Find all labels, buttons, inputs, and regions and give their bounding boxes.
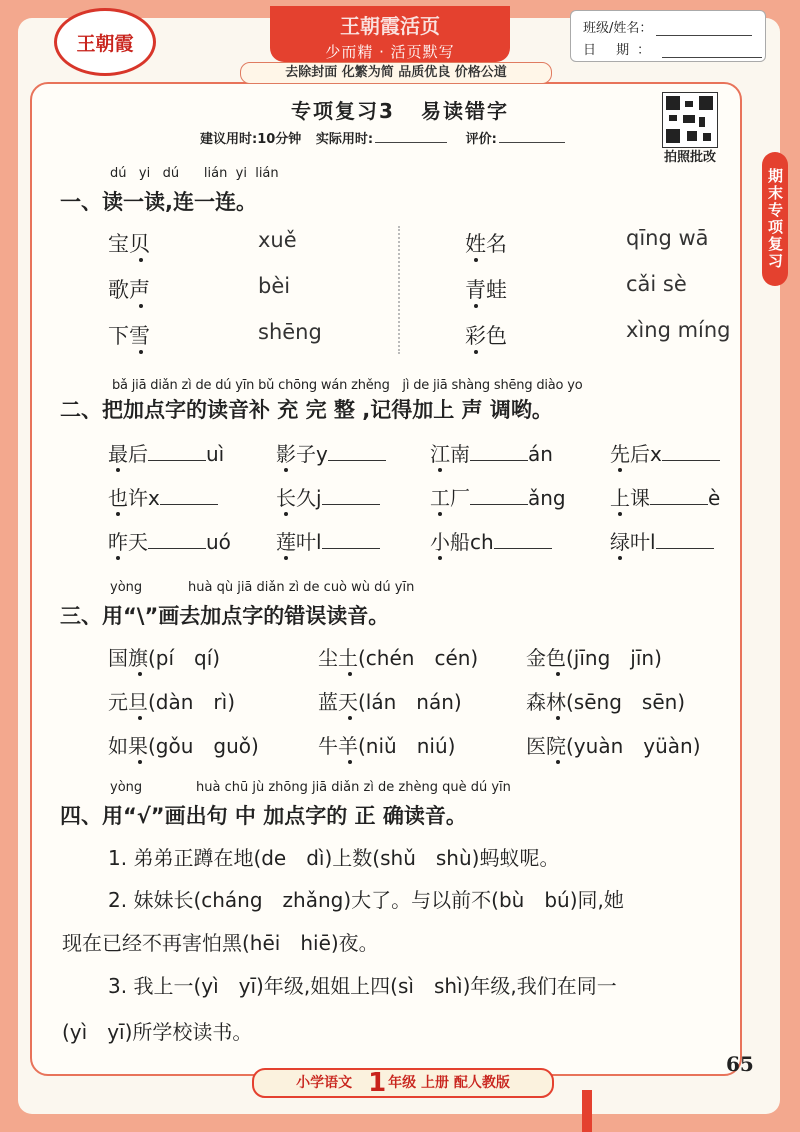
emphasis-dot bbox=[138, 716, 142, 720]
emphasis-dot bbox=[438, 468, 442, 472]
s3-item[interactable] bbox=[526, 686, 685, 715]
s2-item[interactable] bbox=[276, 438, 386, 467]
s1-left-pinyin[interactable]: bèi bbox=[258, 274, 291, 298]
emphasis-dot bbox=[116, 556, 120, 560]
s2-answer-blank[interactable] bbox=[494, 530, 552, 549]
s1-left-pinyin[interactable]: shēng bbox=[258, 320, 322, 344]
evaluation-field[interactable] bbox=[499, 130, 565, 143]
emphasis-dot bbox=[474, 304, 478, 308]
s4-sentence-line[interactable]: 2. 妹妹长(cháng zhǎng)大了。与以前不(bù bú)同,她 bbox=[108, 888, 624, 912]
slogan: 去除封面 化繁为简 品质优良 价格公道 bbox=[240, 62, 552, 84]
s2-title-pinyin: bǎ jiā diǎn zì de dú yīn bǔ chōng wán zhěng jì de jiā shàng shēng diào yo bbox=[112, 378, 583, 393]
page-title: 专项复习3 易读错字 bbox=[291, 99, 509, 123]
s3-options[interactable]: (niǔ niú) bbox=[358, 734, 456, 758]
s2-answer-blank[interactable] bbox=[160, 486, 218, 505]
s2-answer-blank[interactable] bbox=[470, 486, 528, 505]
s2-answer-blank[interactable] bbox=[328, 442, 386, 461]
s2-item[interactable] bbox=[610, 482, 720, 511]
brand-logo: 王朝霞 bbox=[54, 8, 156, 76]
s2-answer-blank[interactable] bbox=[662, 442, 720, 461]
s2-word: 最后 bbox=[108, 442, 148, 466]
brand-tagline: 少而精 · 活页默写 bbox=[325, 43, 455, 61]
emphasis-dot bbox=[474, 350, 478, 354]
emphasis-dot bbox=[556, 716, 560, 720]
actual-time-field[interactable] bbox=[375, 130, 447, 143]
s2-item[interactable] bbox=[430, 526, 552, 555]
s2-item[interactable] bbox=[610, 438, 720, 467]
s2-item[interactable] bbox=[430, 438, 553, 467]
emphasis-dot bbox=[618, 468, 622, 472]
s3-word: 蓝天 bbox=[318, 690, 358, 714]
qr-caption: 拍照批改 bbox=[663, 150, 716, 165]
class-name-label: 班级/姓名： bbox=[583, 21, 653, 36]
s3-item[interactable] bbox=[318, 642, 478, 671]
s3-options[interactable]: (gǒu guǒ) bbox=[148, 734, 259, 758]
s3-options[interactable]: (yuàn yüàn) bbox=[566, 734, 701, 758]
s4-sentence-line[interactable]: 1. 弟弟正蹲在地(de dì)上数(shǔ shù)蚂蚁呢。 bbox=[108, 846, 560, 870]
s2-item[interactable] bbox=[276, 482, 380, 511]
s2-word: 小船 bbox=[430, 530, 470, 554]
s3-item[interactable] bbox=[108, 686, 235, 715]
s2-pinyin-prefix: y bbox=[316, 442, 328, 466]
s2-word: 也许 bbox=[108, 486, 148, 510]
s1-right-pinyin[interactable]: xìng míng bbox=[626, 318, 731, 342]
s2-answer-blank[interactable] bbox=[148, 530, 206, 549]
suggested-time: 建议用时:10分钟 bbox=[200, 132, 302, 147]
s2-item[interactable] bbox=[108, 438, 224, 467]
s3-item[interactable] bbox=[108, 642, 220, 671]
timing-row bbox=[200, 128, 571, 147]
s3-options[interactable]: (sēng sēn) bbox=[566, 690, 686, 714]
s2-item[interactable] bbox=[108, 482, 218, 511]
s2-pinyin-suffix: è bbox=[708, 486, 721, 510]
s4-title-pinyin-1: yòng bbox=[110, 780, 143, 795]
emphasis-dot bbox=[116, 468, 120, 472]
evaluation-label: 评价: bbox=[465, 132, 497, 147]
s2-pinyin-prefix: l bbox=[650, 530, 656, 554]
s2-word: 长久 bbox=[276, 486, 316, 510]
s3-item[interactable] bbox=[526, 730, 701, 759]
s2-word: 昨天 bbox=[108, 530, 148, 554]
s2-word: 上课 bbox=[610, 486, 650, 510]
s4-sentence-line[interactable]: (yì yī)所学校读书。 bbox=[62, 1020, 253, 1044]
s4-sentence-line[interactable]: 现在已经不再害怕黑(hēi hiē)夜。 bbox=[62, 931, 379, 955]
s1-right-pinyin[interactable]: qīng wā bbox=[626, 226, 709, 250]
date-field[interactable] bbox=[662, 45, 762, 58]
emphasis-dot bbox=[139, 304, 143, 308]
s1-right-word[interactable]: 青蛙 bbox=[465, 278, 507, 302]
s2-answer-blank[interactable] bbox=[650, 486, 708, 505]
s4-title-pinyin-2: huà chū jù zhōng jiā diǎn zì de zhèng què dú yīn bbox=[196, 780, 511, 795]
s3-title-pinyin-1: yòng bbox=[110, 580, 143, 595]
s2-title: 二、把加点字的读音补 充 完 整 ,记得加上 声 调哟。 bbox=[60, 398, 553, 422]
emphasis-dot bbox=[284, 468, 288, 472]
s3-item[interactable] bbox=[318, 686, 462, 715]
s3-title: 三、用“\”画去加点字的错误读音。 bbox=[60, 604, 390, 628]
s2-pinyin-prefix: x bbox=[148, 486, 160, 510]
s3-item[interactable] bbox=[526, 642, 662, 671]
date-label: 日 期： bbox=[583, 43, 659, 58]
s1-right-word[interactable]: 姓名 bbox=[465, 232, 507, 256]
page-number: 65 bbox=[726, 1052, 754, 1076]
s3-word: 医院 bbox=[526, 734, 566, 758]
s3-item[interactable] bbox=[318, 730, 455, 759]
emphasis-dot bbox=[348, 672, 352, 676]
emphasis-dot bbox=[474, 258, 478, 262]
emphasis-dot bbox=[139, 350, 143, 354]
student-info-box bbox=[570, 10, 766, 62]
emphasis-dot bbox=[438, 556, 442, 560]
s2-pinyin-suffix: ǎng bbox=[528, 486, 566, 510]
emphasis-dot bbox=[556, 672, 560, 676]
s2-word: 影子 bbox=[276, 442, 316, 466]
s2-word: 先后 bbox=[610, 442, 650, 466]
s2-item[interactable] bbox=[430, 482, 566, 511]
s3-options[interactable]: (dàn rì) bbox=[148, 690, 236, 714]
s1-right-pinyin[interactable]: cǎi sè bbox=[626, 272, 687, 296]
s3-word: 牛羊 bbox=[318, 734, 358, 758]
emphasis-dot bbox=[618, 512, 622, 516]
s2-word: 莲叶 bbox=[276, 530, 316, 554]
s2-pinyin-suffix: uì bbox=[206, 442, 225, 466]
s2-item[interactable] bbox=[276, 526, 380, 555]
emphasis-dot bbox=[348, 716, 352, 720]
emphasis-dot bbox=[138, 672, 142, 676]
emphasis-dot bbox=[139, 258, 143, 262]
qr-code-icon[interactable] bbox=[662, 92, 718, 148]
s2-item[interactable] bbox=[108, 526, 231, 555]
s2-pinyin-prefix: j bbox=[316, 486, 322, 510]
s2-pinyin-prefix: l bbox=[316, 530, 322, 554]
emphasis-dot bbox=[138, 760, 142, 764]
s3-word: 元旦 bbox=[108, 690, 148, 714]
s1-left-word[interactable]: 宝贝 bbox=[108, 232, 150, 256]
s2-answer-blank[interactable] bbox=[470, 442, 528, 461]
s2-answer-blank[interactable] bbox=[322, 530, 380, 549]
s1-title: 一、读一读,连一连。 bbox=[60, 190, 257, 214]
s1-left-pinyin[interactable]: xuě bbox=[258, 228, 297, 252]
class-name-field[interactable] bbox=[656, 23, 752, 36]
s2-pinyin-suffix: án bbox=[528, 442, 553, 466]
s3-title-pinyin-2: huà qù jiā diǎn zì de cuò wù dú yīn bbox=[188, 580, 415, 595]
s4-sentence-line[interactable]: 3. 我上一(yì yī)年级,姐姐上四(sì shì)年级,我们在同一 bbox=[108, 974, 617, 998]
footer-label: 小学语文 1 年级 上册 配人教版 bbox=[252, 1068, 554, 1098]
s1-title-pinyin: dú yi dú lián yi lián bbox=[110, 166, 279, 181]
brand-banner bbox=[270, 6, 510, 62]
emphasis-dot bbox=[348, 760, 352, 764]
s2-word: 工厂 bbox=[430, 486, 470, 510]
s3-word: 国旗 bbox=[108, 646, 148, 670]
emphasis-dot bbox=[438, 512, 442, 516]
s2-pinyin-prefix: ch bbox=[470, 530, 494, 554]
s2-item[interactable] bbox=[610, 526, 714, 555]
s2-answer-blank[interactable] bbox=[656, 530, 714, 549]
s3-options[interactable]: (pí qí) bbox=[148, 646, 221, 670]
s3-word: 森林 bbox=[526, 690, 566, 714]
emphasis-dot bbox=[284, 512, 288, 516]
brand-name: 王朝霞活页 bbox=[340, 14, 440, 38]
s2-pinyin-prefix: x bbox=[650, 442, 662, 466]
emphasis-dot bbox=[284, 556, 288, 560]
actual-time-label: 实际用时: bbox=[315, 132, 374, 147]
emphasis-dot bbox=[116, 512, 120, 516]
column-divider bbox=[398, 226, 400, 354]
bookmark-ribbon bbox=[582, 1090, 592, 1132]
s3-item[interactable] bbox=[108, 730, 259, 759]
s3-options[interactable]: (jīng jīn) bbox=[566, 646, 662, 670]
emphasis-dot bbox=[618, 556, 622, 560]
s3-word: 如果 bbox=[108, 734, 148, 758]
s3-options[interactable]: (chén cén) bbox=[358, 646, 479, 670]
s2-word: 绿叶 bbox=[610, 530, 650, 554]
s1-left-word[interactable]: 歌声 bbox=[108, 278, 150, 302]
side-tab: 期末专项复习 bbox=[762, 152, 788, 286]
s2-pinyin-suffix: uó bbox=[206, 530, 231, 554]
s2-answer-blank[interactable] bbox=[148, 442, 206, 461]
s4-title: 四、用“√”画出句 中 加点字的 正 确读音。 bbox=[60, 804, 467, 828]
s3-word: 金色 bbox=[526, 646, 566, 670]
s3-word: 尘土 bbox=[318, 646, 358, 670]
s2-answer-blank[interactable] bbox=[322, 486, 380, 505]
s1-left-word[interactable]: 下雪 bbox=[108, 324, 150, 348]
emphasis-dot bbox=[556, 760, 560, 764]
s1-right-word[interactable]: 彩色 bbox=[465, 324, 507, 348]
s2-word: 江南 bbox=[430, 442, 470, 466]
s3-options[interactable]: (lán nán) bbox=[358, 690, 462, 714]
